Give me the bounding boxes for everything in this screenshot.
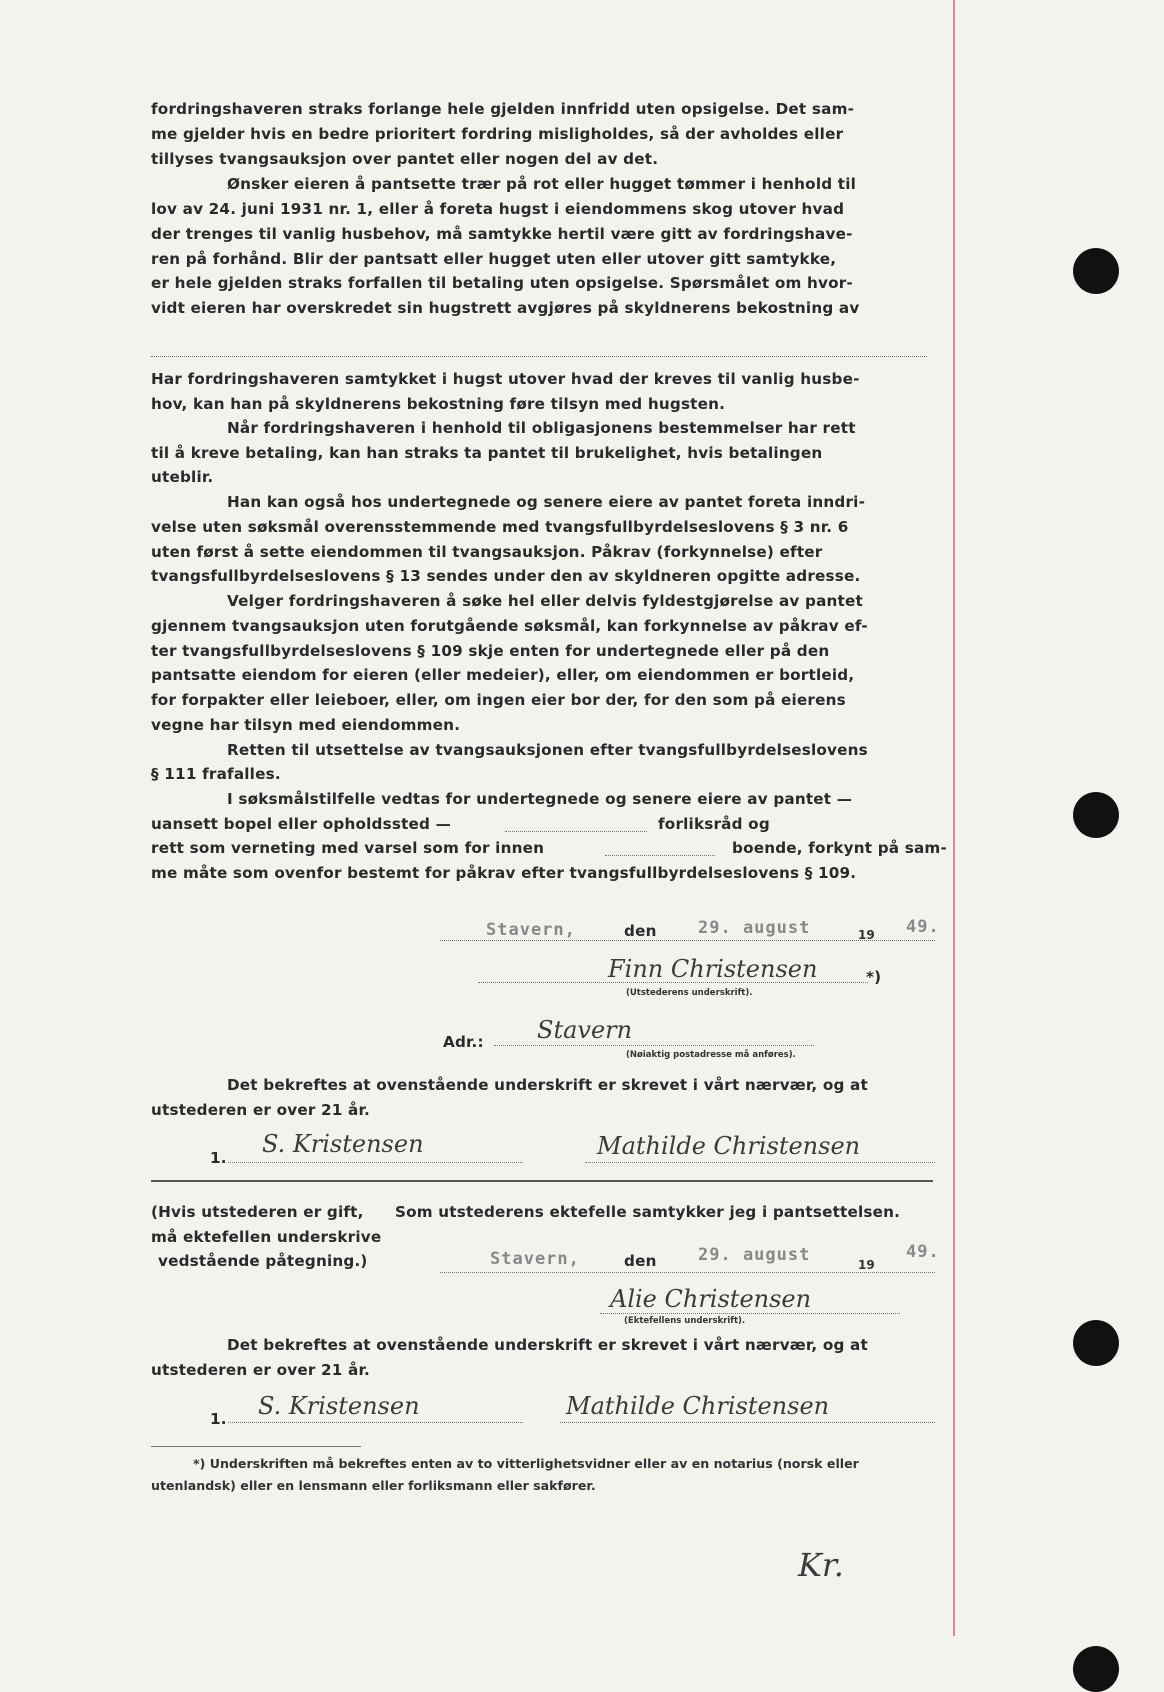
confirmation-line: Det bekreftes at ovenstående underskrift er skrevet i vårt nærvær, og at: [227, 1336, 868, 1354]
address-caption: (Nøiaktig postadresse må anføres).: [626, 1050, 796, 1060]
body-line: boende, forkynt på sam-: [732, 839, 947, 857]
body-line: me gjelder hvis en bedre prioritert fordring misligholdes, så der avholdes eller: [151, 125, 844, 143]
witness-signature-1: S. Kristensen: [262, 1130, 424, 1158]
date-line: [440, 1272, 935, 1273]
year-typed: 49.: [906, 917, 940, 937]
body-line: tillyses tvangsauksjon over pantet eller nogen del av det.: [151, 150, 659, 168]
body-line: er hele gjelden straks forfallen til betaling uten opsigelse. Spørsmålet om hvor-: [151, 274, 853, 292]
confirmation-line: utstederen er over 21 år.: [151, 1361, 370, 1379]
body-line: vegne har tilsyn med eiendommen.: [151, 716, 461, 734]
witness-signature-1: S. Kristensen: [258, 1392, 420, 1420]
body-line: rett som verneting med varsel som for innen: [151, 839, 545, 857]
punch-hole-middle: [1073, 792, 1119, 838]
address-handwritten: Stavern: [537, 1016, 633, 1044]
body-line: Han kan også hos undertegnede og senere eiere av pantet foreta inndri-: [227, 493, 866, 511]
witness-line: [560, 1422, 935, 1423]
body-line: Når fordringshaveren i henhold til obligasjonens bestemmelser har rett: [227, 419, 856, 437]
issuer-signature: Finn Christensen: [608, 955, 818, 983]
red-margin-line: [953, 0, 955, 1636]
body-line: § 111 frafalles.: [151, 765, 281, 783]
body-line: uansett bopel eller opholdssted —: [151, 815, 451, 833]
date-typed: 29. august: [698, 918, 811, 938]
body-line: gjennem tvangsauksjon uten forutgående søksmål, kan forkynnelse av påkrav ef-: [151, 617, 868, 635]
consent-text: Som utstederens ektefelle samtykker jeg i pantsettelsen.: [395, 1203, 901, 1221]
year-prefix: 19: [858, 928, 875, 942]
footnote-marker: *): [866, 968, 882, 986]
spouse-note: vedstående påtegning.): [158, 1252, 368, 1270]
blank-field: [605, 855, 715, 856]
body-line: til å kreve betaling, kan han straks ta pantet til brukelighet, hvis betalingen: [151, 444, 823, 462]
body-line: tvangsfullbyrdelseslovens § 13 sendes under den av skyldneren opgitte adresse.: [151, 567, 861, 585]
dotted-separator: [151, 356, 927, 357]
date-typed: 29. august: [698, 1245, 811, 1265]
body-line: ren på forhånd. Blir der pantsatt eller hugget uten eller utover gitt samtykke,: [151, 250, 837, 268]
address-line: [494, 1045, 814, 1046]
year-typed: 49.: [906, 1242, 940, 1262]
body-line: der trenges til vanlig husbehov, må samtykke hertil være gitt av fordringshave-: [151, 225, 853, 243]
body-line: pantsatte eiendom for eieren (eller medeier), eller, om eiendommen er bortleid,: [151, 666, 855, 684]
witness-number: 1.: [210, 1410, 227, 1428]
body-line: for forpakter eller leieboer, eller, om ingen eier bor der, for den som på eierens: [151, 691, 846, 709]
footnote-line: utenlandsk) eller en lensmann eller forliksmann eller sakfører.: [151, 1478, 596, 1493]
punch-hole-top: [1073, 248, 1119, 294]
witness-signature-2: Mathilde Christensen: [597, 1132, 861, 1160]
body-line: velse uten søksmål overensstemmende med tvangsfullbyrdelseslovens § 3 nr. 6: [151, 518, 849, 536]
signature-caption: (Ektefellens underskrift).: [624, 1316, 746, 1326]
den-label: den: [624, 1252, 657, 1270]
signature-line: [600, 1313, 900, 1314]
body-line: Ønsker eieren å pantsette trær på rot eller hugget tømmer i henhold til: [227, 175, 857, 193]
body-line: forliksråd og: [658, 815, 770, 833]
witness-number: 1.: [210, 1149, 227, 1167]
punch-hole-bottom: [1073, 1320, 1119, 1366]
witness-signature-2: Mathilde Christensen: [566, 1392, 830, 1420]
spouse-signature: Alie Christensen: [610, 1285, 812, 1313]
body-line: uteblir.: [151, 468, 214, 486]
body-line: Retten til utsettelse av tvangsauksjonen efter tvangsfullbyrdelseslovens: [227, 741, 868, 759]
body-line: fordringshaveren straks forlange hele gjelden innfridd uten opsigelse. Det sam-: [151, 100, 855, 118]
confirmation-line: utstederen er over 21 år.: [151, 1101, 370, 1119]
blank-field: [505, 831, 647, 832]
year-prefix: 19: [858, 1258, 875, 1272]
section-divider: [151, 1180, 933, 1182]
spouse-note: (Hvis utstederen er gift,: [151, 1203, 364, 1221]
body-line: vidt eieren har overskredet sin hugstrett avgjøres på skyldnerens bekostning av: [151, 299, 860, 317]
body-line: ter tvangsfullbyrdelseslovens § 109 skje enten for undertegnede eller på den: [151, 642, 830, 660]
address-label: Adr.:: [443, 1033, 484, 1051]
body-line: Velger fordringshaveren å søke hel eller delvis fyldestgjørelse av pantet: [227, 592, 863, 610]
den-label: den: [624, 922, 657, 940]
witness-line: [228, 1422, 523, 1423]
witness-line: [228, 1162, 523, 1163]
body-line: me måte som ovenfor bestemt for påkrav efter tvangsfullbyrdelseslovens § 109.: [151, 864, 857, 882]
witness-line: [585, 1162, 935, 1163]
place-typed: Stavern,: [490, 1249, 580, 1269]
place-typed: Stavern,: [486, 920, 576, 940]
body-line: Har fordringshaveren samtykket i hugst utover hvad der kreves til vanlig husbe-: [151, 370, 860, 388]
body-line: hov, kan han på skyldnerens bekostning føre tilsyn med hugsten.: [151, 395, 726, 413]
footnote-rule: [151, 1446, 361, 1447]
footnote-line: *) Underskriften må bekreftes enten av to vitterlighetsvidner eller av en notarius (norsk eller: [193, 1456, 859, 1471]
signature-caption: (Utstederens underskrift).: [626, 988, 753, 998]
body-line: uten først å sette eiendommen til tvangsauksjon. Påkrav (forkynnelse) efter: [151, 543, 823, 561]
body-line: I søksmålstilfelle vedtas for undertegnede og senere eiere av pantet —: [227, 790, 853, 808]
punch-hole-bottom-offscreen: [1073, 1646, 1119, 1692]
confirmation-line: Det bekreftes at ovenstående underskrift er skrevet i vårt nærvær, og at: [227, 1076, 868, 1094]
spouse-note: må ektefellen underskrive: [151, 1228, 382, 1246]
body-line: lov av 24. juni 1931 nr. 1, eller å foreta hugst i eiendommens skog utover hvad: [151, 200, 845, 218]
handwritten-initials: Kr.: [798, 1546, 844, 1584]
signature-line: [478, 982, 868, 983]
